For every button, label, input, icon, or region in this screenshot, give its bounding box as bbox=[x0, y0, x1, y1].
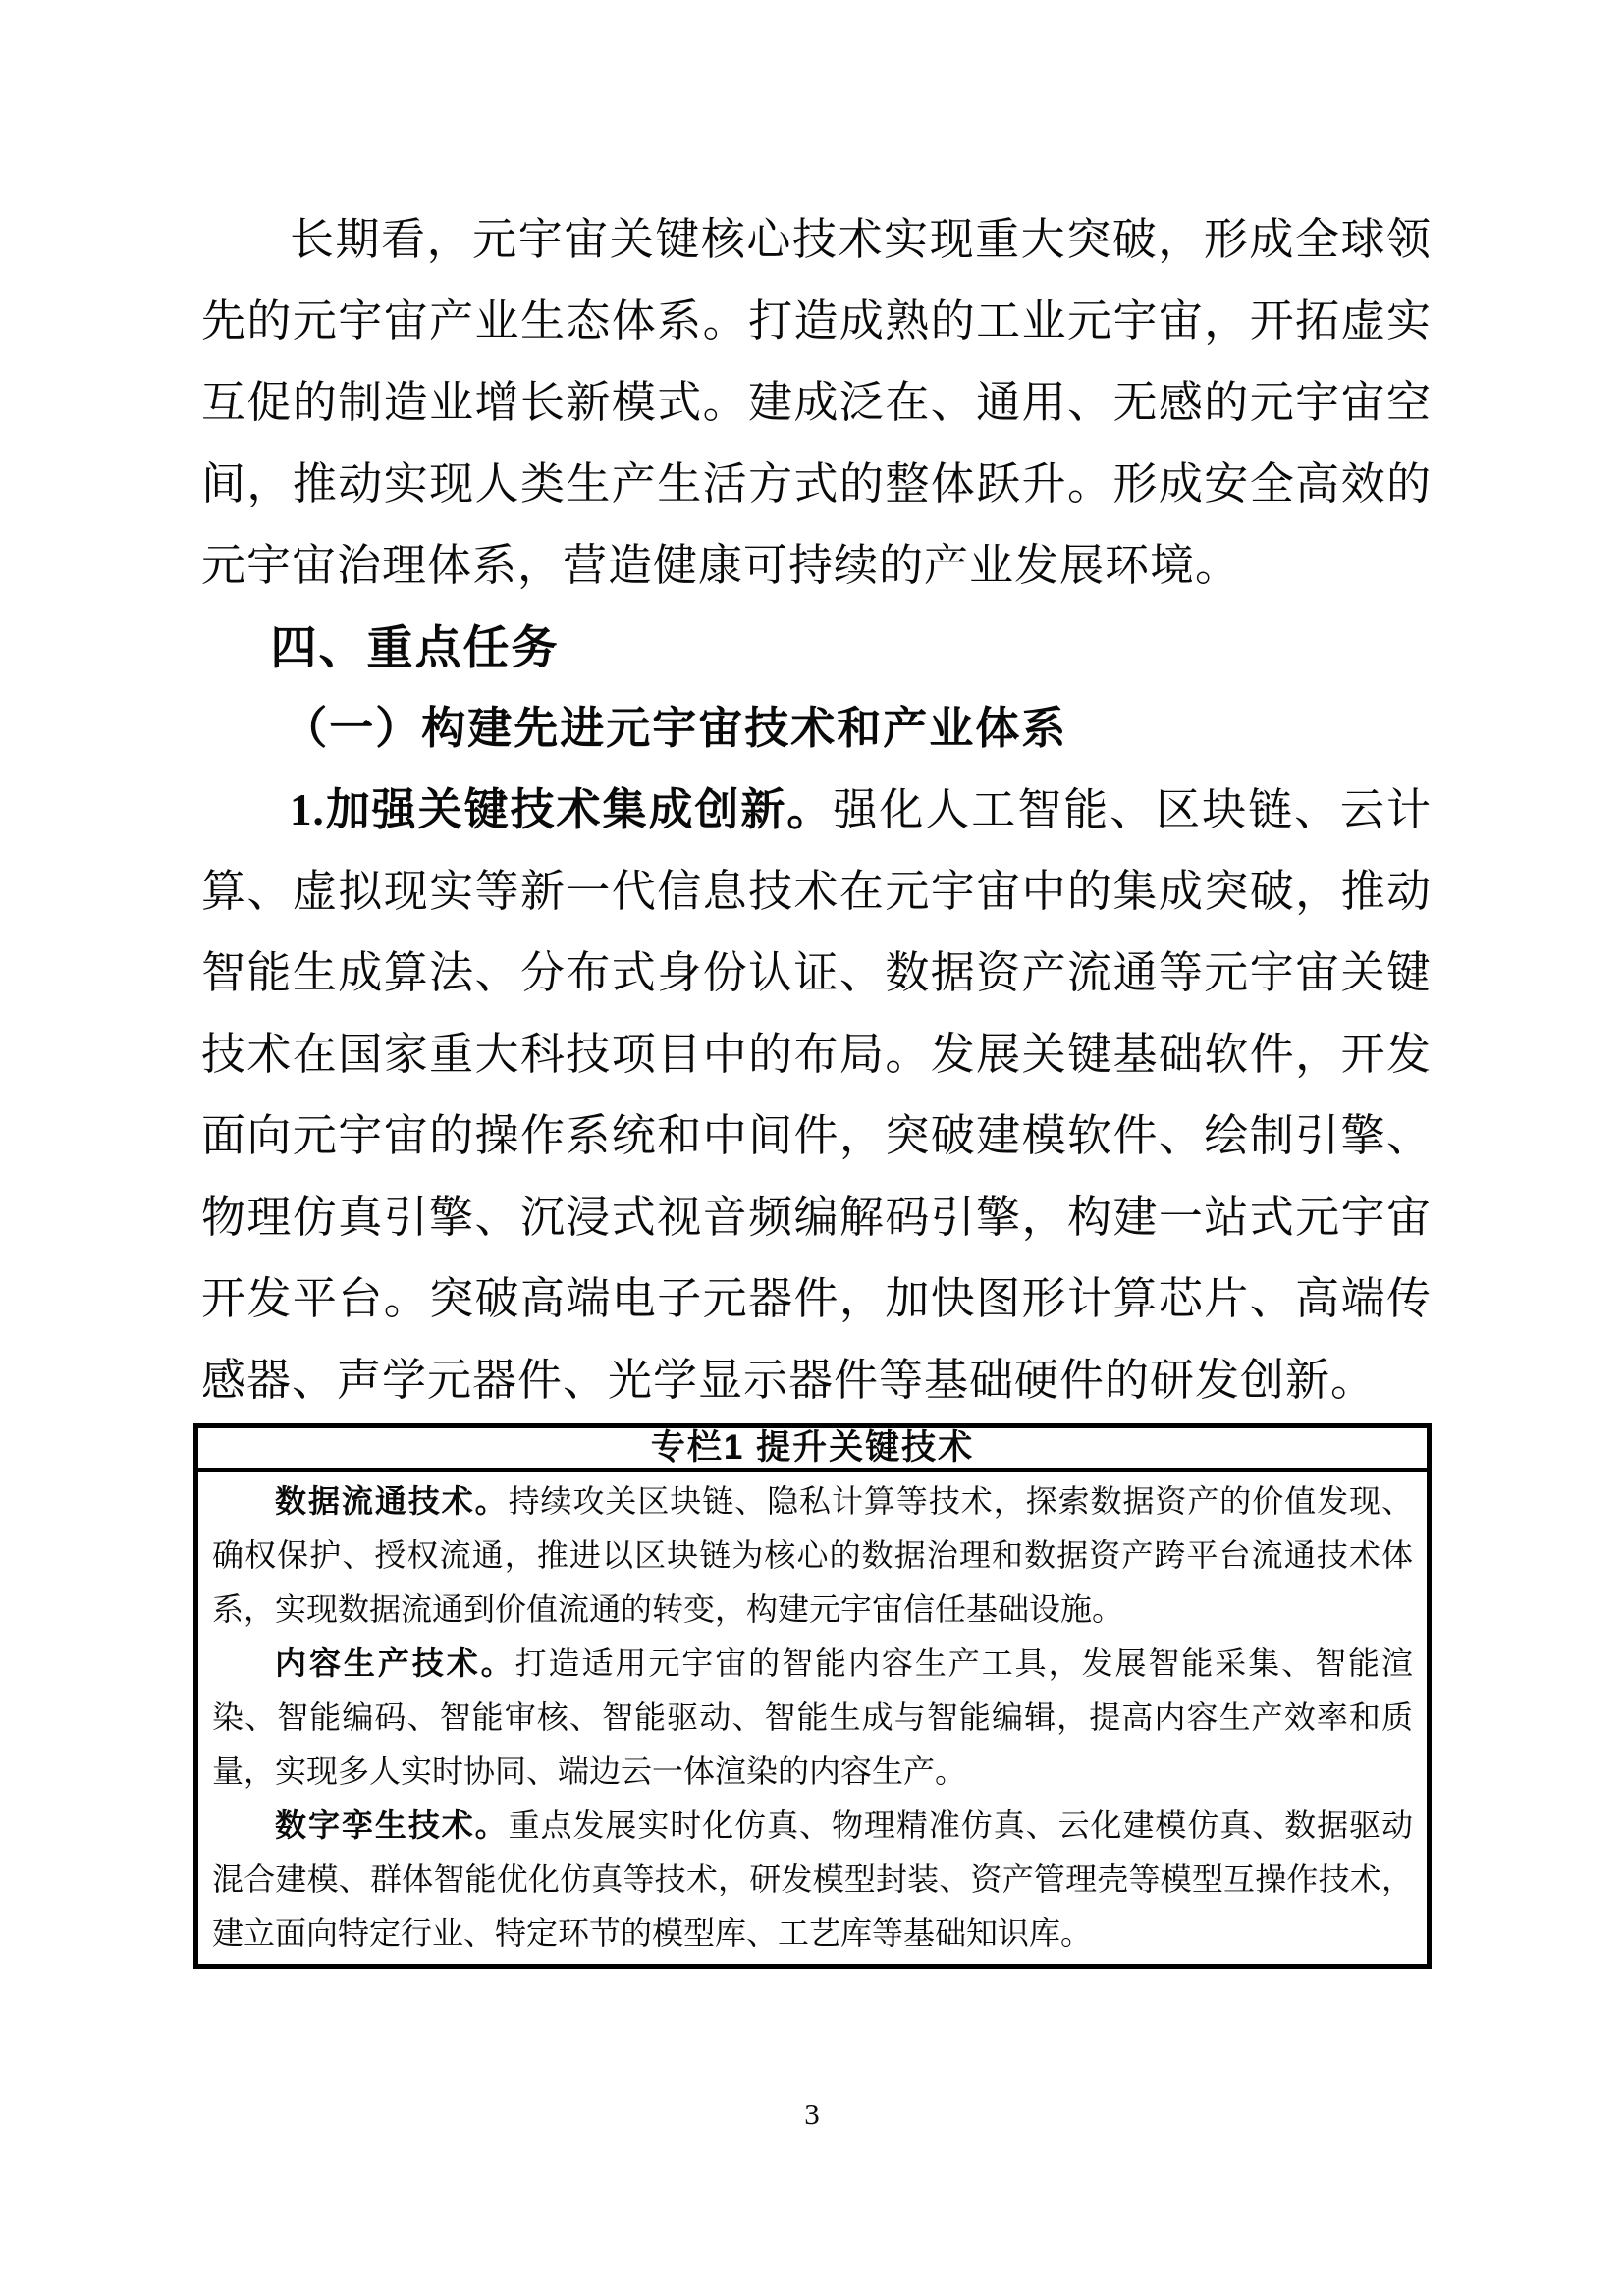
intro-paragraph: 长期看，元宇宙关键核心技术实现重大突破，形成全球领先的元宇宙产业生态体系。打造成熟的工业元宇宙，开拓虚实互促的制造业增长新模式。建成泛在、通用、无感的元宇宙空间，推动实现人类生产生活方式的整体跃升。形成安全高效的元宇宙治理体系，营造健康可持续的产业发展环境。 bbox=[201, 215, 1432, 590]
panel-item-content-production bbox=[212, 1636, 1413, 1798]
panel-item-data-circulation bbox=[212, 1474, 1413, 1636]
column-panel-body bbox=[198, 1472, 1427, 1964]
task-paragraph bbox=[201, 770, 1432, 1421]
document-content bbox=[201, 199, 1432, 1969]
subsection-heading: （一）构建先进元宇宙技术和产业体系 bbox=[283, 704, 1068, 753]
task-body-text: 强化人工智能、区块链、云计算、虚拟现实等新一代信息技术在元宇宙中的集成突破，推动智能生成算法、分布式身份认证、数据资产流通等元宇宙关键技术在国家重大科技项目中的布局。发展关键基础软件，开发面向元宇宙的操作系统和中间件，突破建模软件、绘制引擎、物理仿真引擎、沉浸式视音频编解码引擎，构建一站式元宇宙开发平台。突破高端电子元器件，加快图形计算芯片、高端传感器、声学元器件、光学显示器件等基础硬件的研发创新。 bbox=[201, 785, 1432, 1405]
panel-item-body: 重点发展实时化仿真、物理精准仿真、云化建模仿真、数据驱动混合建模、群体智能优化仿真等技术，研发模型封装、资产管理壳等模型互操作技术，建立面向特定行业、特定环节的模型库、工艺库等基础知识库。 bbox=[212, 1807, 1413, 1950]
panel-item-lead: 数字孪生技术。 bbox=[275, 1807, 509, 1842]
panel-item-body: 打造适用元宇宙的智能内容生产工具，发展智能采集、智能渲染、智能编码、智能审核、智能驱动、智能生成与智能编辑，提高内容生产效率和质量，实现多人实时协同、端边云一体渲染的内容生产。 bbox=[212, 1645, 1413, 1789]
task-lead-text: 1.加强关键技术集成创新。 bbox=[290, 785, 834, 834]
panel-item-lead: 数据流通技术。 bbox=[275, 1483, 509, 1519]
page-number: 3 bbox=[804, 2097, 820, 2131]
column-panel bbox=[193, 1423, 1432, 1969]
section-heading: 四、重点任务 bbox=[270, 621, 560, 673]
panel-item-body: 持续攻关区块链、隐私计算等技术，探索数据资产的价值发现、确权保护、授权流通，推进以区块链为核心的数据治理和数据资产跨平台流通技术体系，实现数据流通到价值流通的转变，构建元宇宙信任基础设施。 bbox=[212, 1483, 1413, 1627]
panel-item-digital-twin bbox=[212, 1798, 1413, 1960]
column-panel-title: 专栏1 提升关键技术 bbox=[198, 1428, 1427, 1472]
panel-item-lead: 内容生产技术。 bbox=[275, 1645, 515, 1681]
